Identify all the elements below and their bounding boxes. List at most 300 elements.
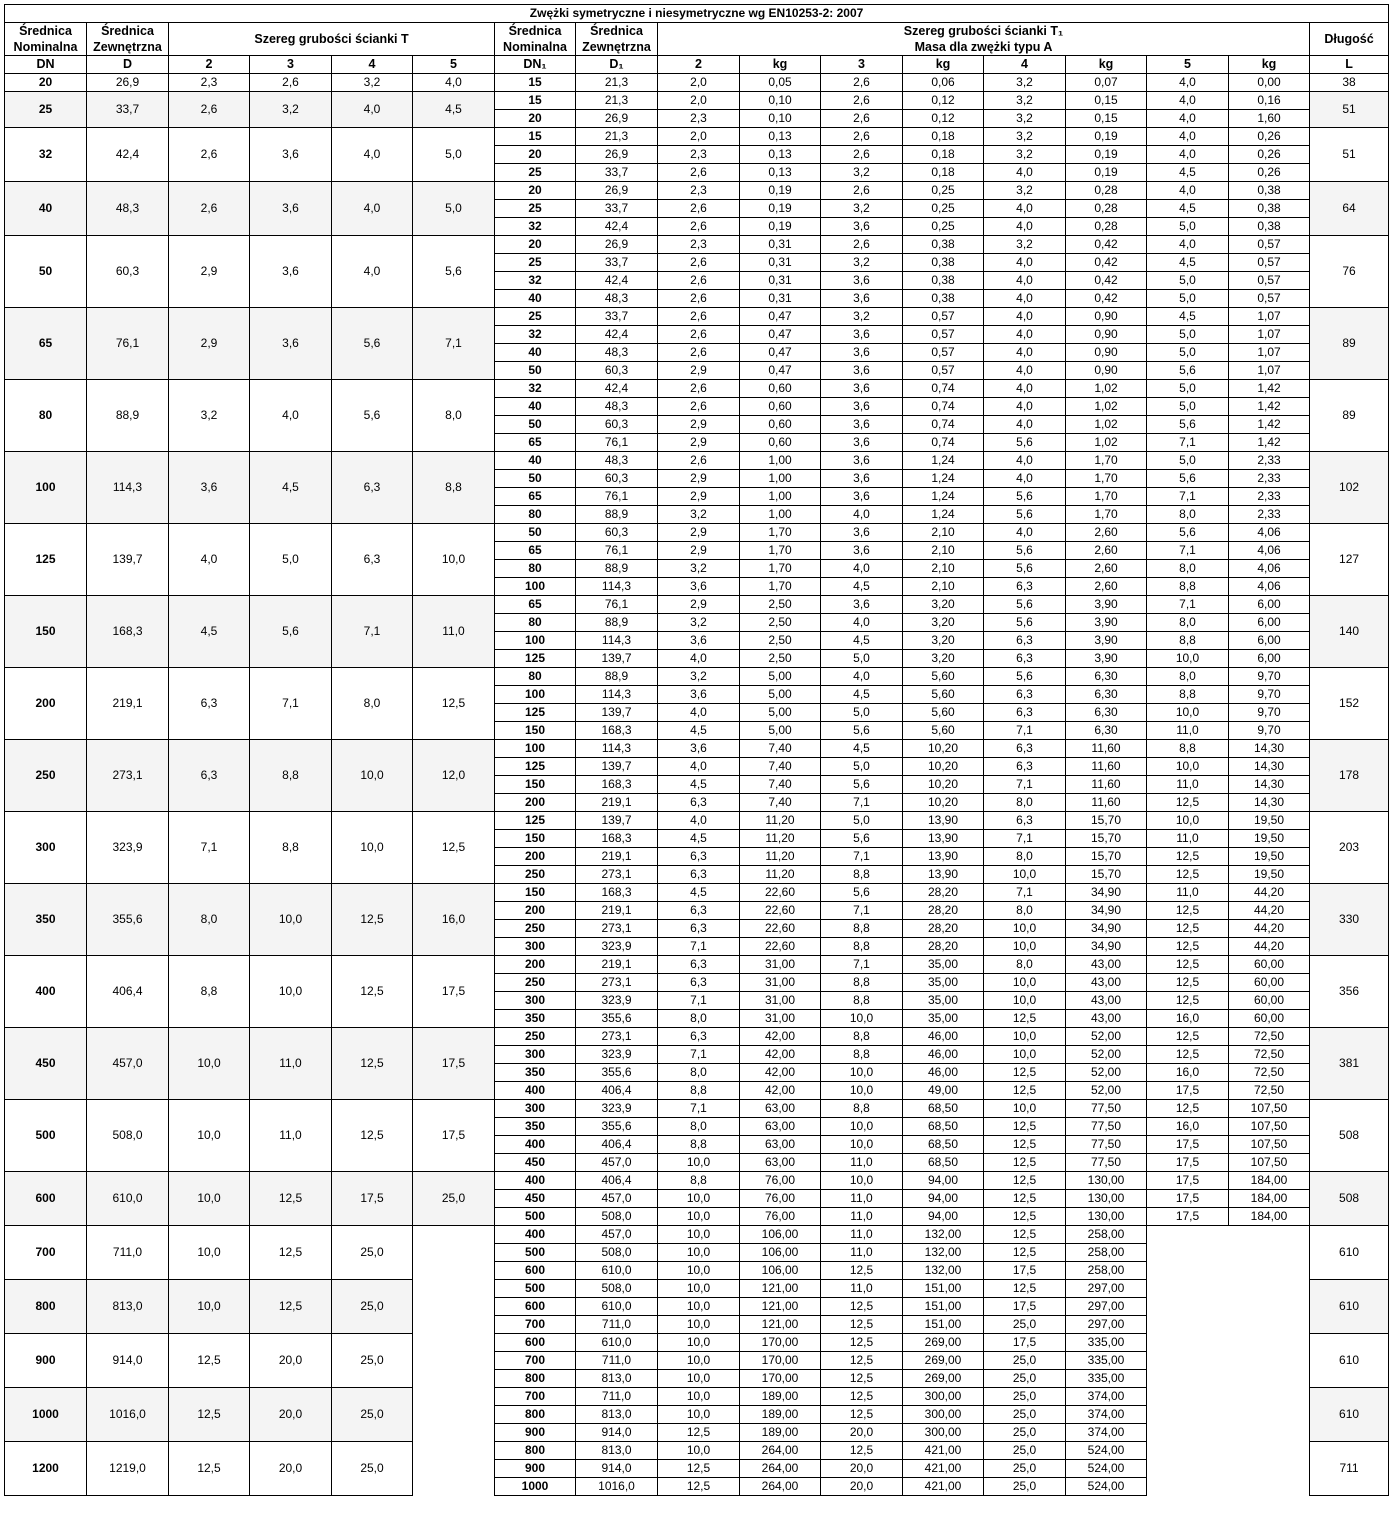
- mass-kg-cell: 297,00: [1066, 1280, 1147, 1298]
- thickness-t1-cell: 12,5: [984, 1190, 1066, 1208]
- mass-kg-cell: 3,90: [1066, 614, 1147, 632]
- dn1-cell: 32: [495, 380, 576, 398]
- dn1-cell: 250: [495, 974, 576, 992]
- thickness-t1-cell: [1147, 1280, 1229, 1298]
- mass-kg-cell: 22,60: [740, 938, 821, 956]
- mass-kg-cell: 7,40: [740, 794, 821, 812]
- dn1-cell: 150: [495, 722, 576, 740]
- table-row: [5, 1226, 1389, 1244]
- thickness-t1-cell: 4,5: [658, 722, 740, 740]
- dn1-cell: 80: [495, 614, 576, 632]
- thickness-t-cell: 25,0: [332, 1280, 413, 1334]
- mass-kg-cell: 0,18: [903, 128, 984, 146]
- table-title: Zwężki symetryczne i niesymetryczne wg EN10253-2: 2007: [5, 5, 1389, 23]
- thickness-t-cell: 3,2: [332, 74, 413, 92]
- mass-kg-cell: 0,60: [740, 380, 821, 398]
- dn1-cell: 700: [495, 1316, 576, 1334]
- mass-kg-cell: 15,70: [1066, 848, 1147, 866]
- mass-kg-cell: 0,57: [1229, 272, 1310, 290]
- mass-kg-cell: 43,00: [1066, 1010, 1147, 1028]
- thickness-t-cell: 6,3: [169, 668, 250, 740]
- mass-kg-cell: 31,00: [740, 974, 821, 992]
- thickness-t1-cell: 2,9: [658, 488, 740, 506]
- table-row: [5, 1334, 1389, 1352]
- thickness-t1-cell: 3,2: [984, 74, 1066, 92]
- d1-cell: 1016,0: [576, 1478, 658, 1496]
- thickness-t1-cell: 17,5: [1147, 1172, 1229, 1190]
- thickness-t1-cell: 5,6: [1147, 416, 1229, 434]
- thickness-t1-cell: 5,6: [984, 542, 1066, 560]
- mass-kg-cell: 1,24: [903, 470, 984, 488]
- thickness-t1-cell: 12,5: [1147, 1028, 1229, 1046]
- mass-kg-cell: 52,00: [1066, 1028, 1147, 1046]
- dn1-cell: 300: [495, 992, 576, 1010]
- mass-kg-cell: 44,20: [1229, 920, 1310, 938]
- thickness-t1-cell: 2,0: [658, 128, 740, 146]
- mass-kg-cell: 46,00: [903, 1028, 984, 1046]
- mass-kg-cell: 1,70: [1066, 452, 1147, 470]
- thickness-t1-cell: 8,0: [1147, 668, 1229, 686]
- table-row: [5, 596, 1389, 614]
- thickness-t-cell: 7,1: [413, 308, 495, 380]
- thickness-t-cell: 12,5: [332, 884, 413, 956]
- mass-kg-cell: 94,00: [903, 1190, 984, 1208]
- thickness-t-cell: 5,0: [250, 524, 332, 596]
- thickness-t1-cell: 3,2: [821, 254, 903, 272]
- thickness-t1-cell: 25,0: [984, 1406, 1066, 1424]
- mass-kg-cell: [1229, 1370, 1310, 1388]
- thickness-t1-cell: 17,5: [1147, 1082, 1229, 1100]
- thickness-t1-cell: 8,8: [1147, 686, 1229, 704]
- thickness-t1-cell: 3,6: [821, 380, 903, 398]
- dn1-cell: 400: [495, 1136, 576, 1154]
- mass-kg-cell: 184,00: [1229, 1208, 1310, 1226]
- thickness-t-cell: 2,3: [169, 74, 250, 92]
- mass-kg-cell: 14,30: [1229, 740, 1310, 758]
- thickness-t1-cell: 4,0: [984, 272, 1066, 290]
- mass-kg-cell: 0,19: [740, 218, 821, 236]
- thickness-t1-cell: 3,6: [821, 416, 903, 434]
- mass-kg-cell: 44,20: [1229, 884, 1310, 902]
- thickness-t1-cell: 6,3: [658, 902, 740, 920]
- thickness-t-cell: 25,0: [332, 1226, 413, 1280]
- mass-kg-cell: 3,20: [903, 650, 984, 668]
- d1-cell: 508,0: [576, 1244, 658, 1262]
- mass-kg-cell: 52,00: [1066, 1046, 1147, 1064]
- mass-kg-cell: 5,00: [740, 686, 821, 704]
- d-cell: 406,4: [87, 956, 169, 1028]
- dn1-cell: 250: [495, 1028, 576, 1046]
- sub-header-cell: D: [87, 56, 169, 74]
- mass-kg-cell: 1,70: [1066, 470, 1147, 488]
- mass-kg-cell: 6,00: [1229, 596, 1310, 614]
- thickness-t1-cell: 7,1: [984, 830, 1066, 848]
- d-cell: 60,3: [87, 236, 169, 308]
- dn-cell: 600: [5, 1172, 87, 1226]
- thickness-t1-cell: 17,5: [984, 1298, 1066, 1316]
- thickness-t1-cell: 4,0: [658, 812, 740, 830]
- dn1-cell: 100: [495, 740, 576, 758]
- dn1-cell: 100: [495, 632, 576, 650]
- thickness-t1-cell: 2,9: [658, 596, 740, 614]
- mass-kg-cell: 15,70: [1066, 812, 1147, 830]
- mass-kg-cell: 2,50: [740, 614, 821, 632]
- thickness-t1-cell: 12,5: [1147, 1046, 1229, 1064]
- mass-kg-cell: 11,60: [1066, 740, 1147, 758]
- thickness-t1-cell: 3,2: [821, 200, 903, 218]
- thickness-t1-cell: 17,5: [1147, 1136, 1229, 1154]
- table-row: [5, 380, 1389, 398]
- d1-cell: 457,0: [576, 1226, 658, 1244]
- mass-kg-cell: 22,60: [740, 902, 821, 920]
- thickness-t-cell: 12,5: [332, 1028, 413, 1100]
- thickness-t1-cell: 10,0: [821, 1136, 903, 1154]
- thickness-t-cell: 17,5: [413, 956, 495, 1028]
- thickness-t1-cell: 4,0: [984, 398, 1066, 416]
- mass-kg-cell: 72,50: [1229, 1064, 1310, 1082]
- mass-kg-cell: 121,00: [740, 1298, 821, 1316]
- dn1-cell: 32: [495, 326, 576, 344]
- thickness-t1-cell: 4,0: [821, 560, 903, 578]
- thickness-t1-cell: 7,1: [658, 938, 740, 956]
- mass-kg-cell: 43,00: [1066, 974, 1147, 992]
- table-row: [5, 308, 1389, 326]
- d1-cell: 914,0: [576, 1424, 658, 1442]
- dn1-cell: 125: [495, 650, 576, 668]
- mass-kg-cell: 11,20: [740, 866, 821, 884]
- dn1-cell: 15: [495, 128, 576, 146]
- thickness-t1-cell: [1147, 1442, 1229, 1460]
- thickness-t-cell: 6,3: [332, 452, 413, 524]
- table-row: [5, 128, 1389, 146]
- mass-kg-cell: 2,10: [903, 578, 984, 596]
- length-cell: 203: [1310, 812, 1389, 884]
- dn1-cell: 150: [495, 776, 576, 794]
- thickness-t1-cell: 4,0: [984, 380, 1066, 398]
- mass-kg-cell: 6,00: [1229, 650, 1310, 668]
- dn1-cell: 80: [495, 668, 576, 686]
- thickness-t-cell: 4,0: [332, 128, 413, 182]
- thickness-t1-cell: 12,5: [984, 1064, 1066, 1082]
- d1-cell: 610,0: [576, 1334, 658, 1352]
- thickness-t1-cell: 8,0: [984, 902, 1066, 920]
- thickness-t1-cell: 5,6: [821, 830, 903, 848]
- thickness-t-cell: 10,0: [332, 740, 413, 812]
- dn-cell: 400: [5, 956, 87, 1028]
- mass-kg-cell: 2,33: [1229, 488, 1310, 506]
- sub-header-cell: kg: [903, 56, 984, 74]
- thickness-t1-cell: 4,0: [984, 452, 1066, 470]
- mass-kg-cell: 13,90: [903, 812, 984, 830]
- thickness-t1-cell: [1147, 1262, 1229, 1280]
- mass-kg-cell: 1,24: [903, 506, 984, 524]
- mass-kg-cell: 10,20: [903, 740, 984, 758]
- d-cell: 323,9: [87, 812, 169, 884]
- mass-kg-cell: 72,50: [1229, 1028, 1310, 1046]
- sub-header-cell: 3: [821, 56, 903, 74]
- thickness-t-cell: 2,9: [169, 236, 250, 308]
- mass-kg-cell: 2,33: [1229, 506, 1310, 524]
- thickness-t-cell: 5,6: [250, 596, 332, 668]
- thickness-t1-cell: 4,0: [984, 326, 1066, 344]
- thickness-t-cell: 25,0: [332, 1388, 413, 1442]
- d1-cell: 33,7: [576, 200, 658, 218]
- thickness-t1-cell: 8,8: [821, 866, 903, 884]
- mass-kg-cell: [1229, 1334, 1310, 1352]
- thickness-t-cell: 5,6: [332, 308, 413, 380]
- thickness-t1-cell: 10,0: [1147, 758, 1229, 776]
- d1-cell: 610,0: [576, 1262, 658, 1280]
- dn1-cell: 350: [495, 1064, 576, 1082]
- mass-kg-cell: 151,00: [903, 1298, 984, 1316]
- dn1-cell: 32: [495, 272, 576, 290]
- thickness-t1-cell: 12,5: [1147, 992, 1229, 1010]
- sub-header-row: [5, 56, 1389, 74]
- sub-header-cell: kg: [1066, 56, 1147, 74]
- thickness-t1-cell: 3,6: [821, 272, 903, 290]
- dn1-cell: 200: [495, 794, 576, 812]
- mass-kg-cell: 170,00: [740, 1370, 821, 1388]
- mass-kg-cell: 14,30: [1229, 758, 1310, 776]
- d1-cell: 219,1: [576, 848, 658, 866]
- d-cell: 1219,0: [87, 1442, 169, 1496]
- d1-cell: 33,7: [576, 254, 658, 272]
- mass-kg-cell: 4,06: [1229, 524, 1310, 542]
- mass-kg-cell: 6,30: [1066, 722, 1147, 740]
- mass-kg-cell: 0,25: [903, 200, 984, 218]
- thickness-t1-cell: 5,0: [821, 650, 903, 668]
- thickness-t1-cell: 16,0: [1147, 1010, 1229, 1028]
- header-d1-outer: Średnica Zewnętrzna: [576, 23, 658, 56]
- d1-cell: 76,1: [576, 542, 658, 560]
- thickness-t1-cell: 3,6: [658, 740, 740, 758]
- thickness-t1-cell: 8,0: [984, 848, 1066, 866]
- mass-kg-cell: 151,00: [903, 1316, 984, 1334]
- d1-cell: 139,7: [576, 650, 658, 668]
- d-cell: 610,0: [87, 1172, 169, 1226]
- mass-kg-cell: 60,00: [1229, 974, 1310, 992]
- thickness-t1-cell: 3,6: [821, 326, 903, 344]
- mass-kg-cell: 6,30: [1066, 704, 1147, 722]
- d1-cell: 114,3: [576, 632, 658, 650]
- thickness-t1-cell: 2,6: [658, 308, 740, 326]
- thickness-t-cell: 25,0: [413, 1172, 495, 1226]
- dn-cell: 40: [5, 182, 87, 236]
- d1-cell: 323,9: [576, 1046, 658, 1064]
- thickness-t1-cell: [1147, 1406, 1229, 1424]
- table-row: [5, 1028, 1389, 1046]
- thickness-t-cell: 12,5: [413, 812, 495, 884]
- thickness-t1-cell: 2,6: [821, 74, 903, 92]
- thickness-t1-cell: 3,6: [658, 578, 740, 596]
- mass-kg-cell: 0,25: [903, 218, 984, 236]
- mass-kg-cell: 0,90: [1066, 344, 1147, 362]
- thickness-t1-cell: 5,6: [984, 488, 1066, 506]
- thickness-t1-cell: 6,3: [984, 812, 1066, 830]
- thickness-t1-cell: 7,1: [984, 722, 1066, 740]
- d1-cell: 26,9: [576, 110, 658, 128]
- mass-kg-cell: 0,60: [740, 416, 821, 434]
- mass-kg-cell: 19,50: [1229, 866, 1310, 884]
- dn1-cell: 300: [495, 1046, 576, 1064]
- thickness-t1-cell: 3,6: [821, 290, 903, 308]
- thickness-t1-cell: 5,6: [984, 596, 1066, 614]
- dn-cell: 20: [5, 74, 87, 92]
- mass-kg-cell: 6,00: [1229, 614, 1310, 632]
- sub-header-cell: kg: [1229, 56, 1310, 74]
- mass-kg-cell: 0,57: [1229, 290, 1310, 308]
- mass-kg-cell: 77,50: [1066, 1154, 1147, 1172]
- d1-cell: 114,3: [576, 686, 658, 704]
- mass-kg-cell: 19,50: [1229, 848, 1310, 866]
- d-cell: 273,1: [87, 740, 169, 812]
- thickness-t1-cell: 12,5: [984, 1082, 1066, 1100]
- mass-kg-cell: [1229, 1226, 1310, 1244]
- thickness-t1-cell: 5,6: [1147, 362, 1229, 380]
- d1-cell: 60,3: [576, 470, 658, 488]
- mass-kg-cell: 0,90: [1066, 308, 1147, 326]
- mass-kg-cell: 170,00: [740, 1352, 821, 1370]
- d1-cell: 114,3: [576, 740, 658, 758]
- mass-kg-cell: 132,00: [903, 1226, 984, 1244]
- length-cell: 610: [1310, 1388, 1389, 1442]
- mass-kg-cell: 1,42: [1229, 398, 1310, 416]
- mass-kg-cell: 28,20: [903, 938, 984, 956]
- d1-cell: 48,3: [576, 452, 658, 470]
- thickness-t1-cell: [1147, 1226, 1229, 1244]
- d1-cell: 33,7: [576, 308, 658, 326]
- thickness-t1-cell: 7,1: [658, 1100, 740, 1118]
- length-cell: 89: [1310, 308, 1389, 380]
- d1-cell: 610,0: [576, 1298, 658, 1316]
- thickness-t1-cell: 10,0: [1147, 650, 1229, 668]
- mass-kg-cell: 0,18: [903, 146, 984, 164]
- thickness-t1-cell: 6,3: [984, 632, 1066, 650]
- mass-kg-cell: 107,50: [1229, 1136, 1310, 1154]
- dn1-cell: 80: [495, 506, 576, 524]
- dn1-cell: 15: [495, 92, 576, 110]
- thickness-t1-cell: 4,5: [1147, 164, 1229, 182]
- thickness-t1-cell: 20,0: [821, 1478, 903, 1496]
- dn1-cell: 450: [495, 1190, 576, 1208]
- thickness-t1-cell: [1147, 1388, 1229, 1406]
- d1-cell: 26,9: [576, 146, 658, 164]
- mass-kg-cell: 35,00: [903, 992, 984, 1010]
- thickness-t1-cell: 4,5: [658, 776, 740, 794]
- thickness-t1-cell: 2,6: [658, 218, 740, 236]
- mass-kg-cell: 2,33: [1229, 470, 1310, 488]
- mass-kg-cell: 13,90: [903, 830, 984, 848]
- thickness-t1-cell: 12,5: [1147, 1100, 1229, 1118]
- dn1-cell: 65: [495, 596, 576, 614]
- sub-header-cell: 3: [250, 56, 332, 74]
- thickness-t1-cell: 3,6: [658, 686, 740, 704]
- thickness-t1-cell: 2,6: [658, 290, 740, 308]
- mass-kg-cell: 5,60: [903, 686, 984, 704]
- thickness-t1-cell: 4,0: [1147, 110, 1229, 128]
- thickness-t1-cell: 10,0: [984, 920, 1066, 938]
- thickness-t1-cell: 2,6: [658, 326, 740, 344]
- mass-kg-cell: 0,42: [1066, 272, 1147, 290]
- d-cell: 914,0: [87, 1334, 169, 1388]
- thickness-t1-cell: 12,5: [821, 1352, 903, 1370]
- mass-kg-cell: 269,00: [903, 1352, 984, 1370]
- mass-kg-cell: 132,00: [903, 1262, 984, 1280]
- d-cell: 219,1: [87, 668, 169, 740]
- thickness-t1-cell: 3,6: [658, 632, 740, 650]
- thickness-t1-cell: 8,0: [658, 1064, 740, 1082]
- length-cell: 381: [1310, 1028, 1389, 1100]
- thickness-t1-cell: 11,0: [821, 1280, 903, 1298]
- mass-kg-cell: 10,20: [903, 794, 984, 812]
- length-cell: 178: [1310, 740, 1389, 812]
- d1-cell: 219,1: [576, 794, 658, 812]
- thickness-t1-cell: 4,0: [821, 614, 903, 632]
- mass-kg-cell: 0,74: [903, 416, 984, 434]
- mass-kg-cell: 3,20: [903, 614, 984, 632]
- thickness-t1-cell: 12,5: [1147, 848, 1229, 866]
- mass-kg-cell: 9,70: [1229, 704, 1310, 722]
- length-cell: 51: [1310, 128, 1389, 182]
- length-cell: 76: [1310, 236, 1389, 308]
- d1-cell: 355,6: [576, 1118, 658, 1136]
- thickness-t-cell: 12,5: [413, 668, 495, 740]
- thickness-t1-cell: 7,1: [984, 884, 1066, 902]
- thickness-t1-cell: 5,6: [984, 434, 1066, 452]
- mass-kg-cell: 9,70: [1229, 722, 1310, 740]
- mass-kg-cell: 0,26: [1229, 128, 1310, 146]
- mass-kg-cell: 0,06: [903, 74, 984, 92]
- d1-cell: 457,0: [576, 1154, 658, 1172]
- mass-kg-cell: 300,00: [903, 1424, 984, 1442]
- dn1-cell: 600: [495, 1262, 576, 1280]
- mass-kg-cell: 374,00: [1066, 1406, 1147, 1424]
- mass-kg-cell: 0,15: [1066, 110, 1147, 128]
- thickness-t1-cell: 12,5: [821, 1298, 903, 1316]
- dn1-cell: 65: [495, 488, 576, 506]
- mass-kg-cell: 94,00: [903, 1172, 984, 1190]
- d1-cell: 42,4: [576, 380, 658, 398]
- d1-cell: 273,1: [576, 866, 658, 884]
- mass-kg-cell: 0,13: [740, 146, 821, 164]
- sub-header-cell: 2: [169, 56, 250, 74]
- thickness-t1-cell: 8,0: [658, 1010, 740, 1028]
- thickness-t1-cell: 10,0: [658, 1388, 740, 1406]
- mass-kg-cell: 68,50: [903, 1136, 984, 1154]
- dn1-cell: 800: [495, 1370, 576, 1388]
- thickness-t1-cell: 4,5: [1147, 254, 1229, 272]
- thickness-t-cell: [413, 1334, 495, 1388]
- thickness-t1-cell: [1147, 1334, 1229, 1352]
- thickness-t1-cell: 10,0: [984, 866, 1066, 884]
- mass-kg-cell: 4,06: [1229, 542, 1310, 560]
- thickness-t-cell: [413, 1280, 495, 1334]
- mass-kg-cell: 49,00: [903, 1082, 984, 1100]
- thickness-t1-cell: 10,0: [658, 1406, 740, 1424]
- thickness-t-cell: 17,5: [413, 1100, 495, 1172]
- d1-cell: 813,0: [576, 1442, 658, 1460]
- thickness-t-cell: 7,1: [169, 812, 250, 884]
- mass-kg-cell: 269,00: [903, 1370, 984, 1388]
- thickness-t1-cell: 5,0: [1147, 326, 1229, 344]
- mass-kg-cell: 76,00: [740, 1208, 821, 1226]
- table-row: [5, 1442, 1389, 1460]
- thickness-t1-cell: 3,2: [984, 236, 1066, 254]
- thickness-t1-cell: 6,3: [984, 686, 1066, 704]
- mass-kg-cell: 1,00: [740, 488, 821, 506]
- d1-cell: 88,9: [576, 506, 658, 524]
- sub-header-cell: L: [1310, 56, 1389, 74]
